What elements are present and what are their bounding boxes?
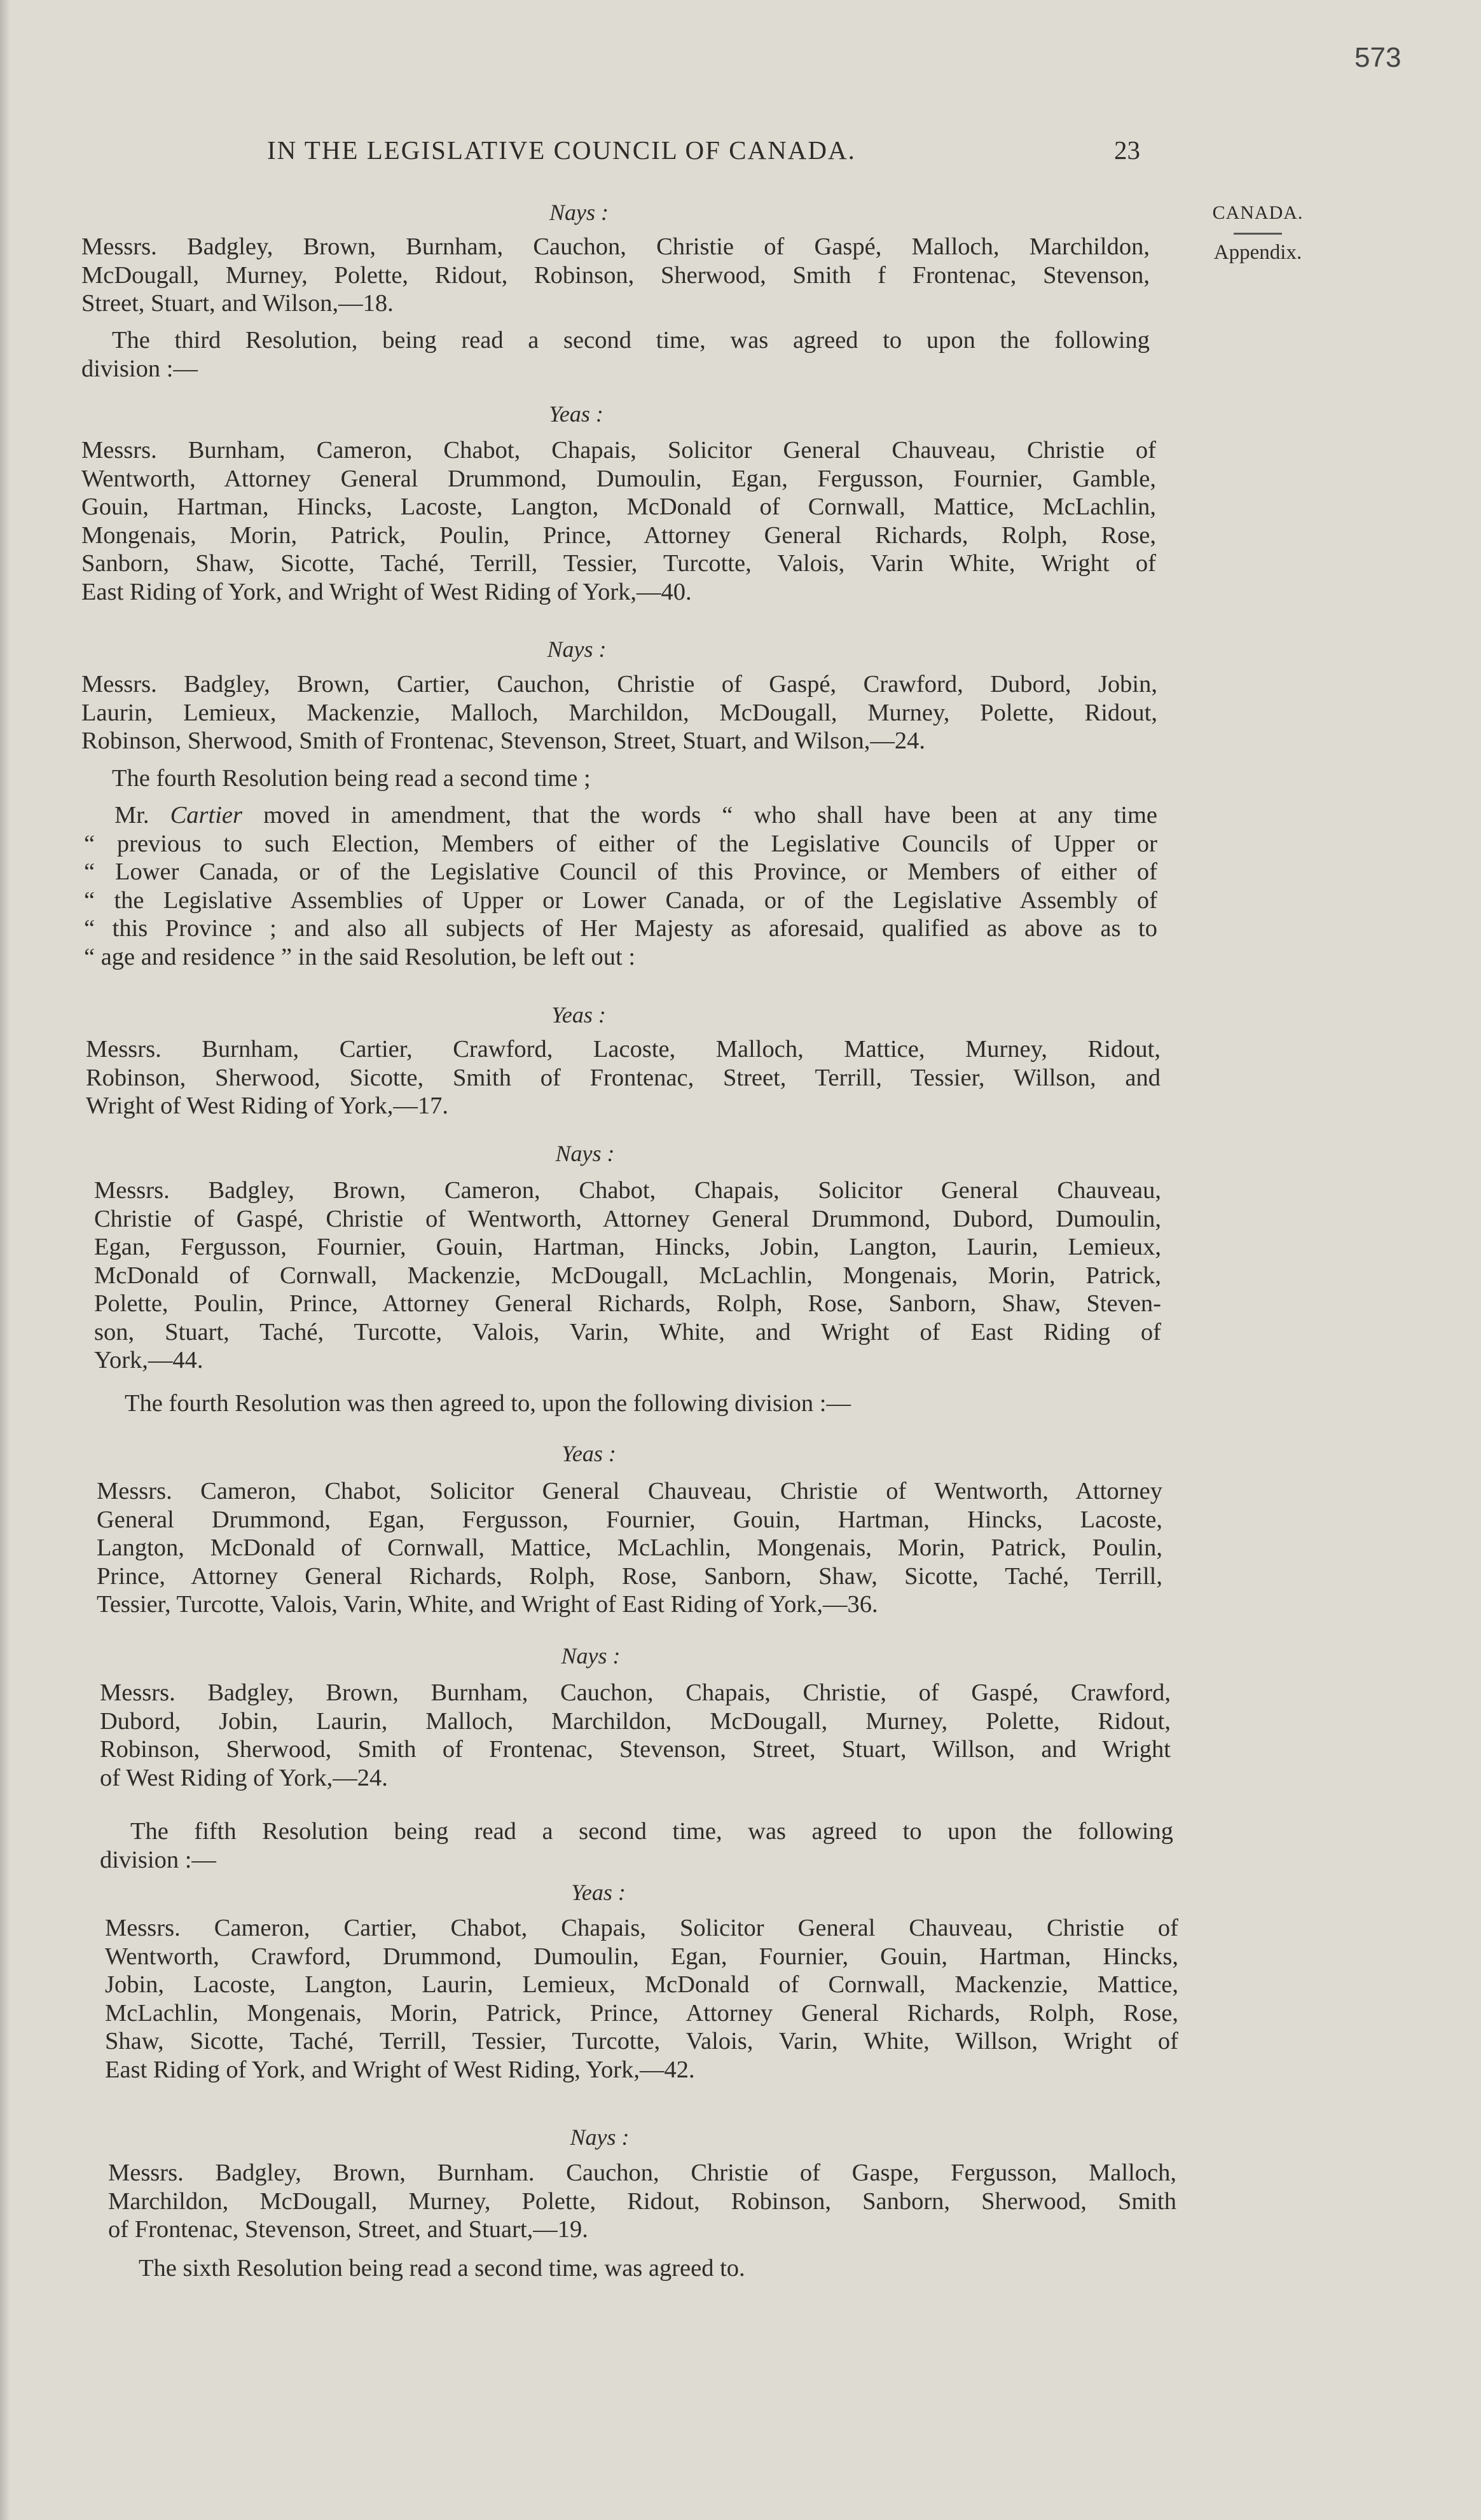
text-line: Messrs. Badgley, Brown, Burnham, Cauchon, Chapais, Christie, of Gaspé, Crawford, (100, 1679, 1171, 1706)
yeas-heading: Yeas : (571, 1880, 626, 1905)
text-line: McDonald of Cornwall, Mackenzie, McDougall, McLachlin, Mongenais, Morin, Patrick, (94, 1262, 1161, 1289)
text-line: Laurin, Lemieux, Mackenzie, Malloch, Marchildon, McDougall, Murney, Polette, Ridout, (81, 699, 1157, 726)
resolution-paragraph (108, 2254, 1176, 2283)
text-line: Messrs. Burnham, Cartier, Crawford, Lacoste, Malloch, Mattice, Murney, Ridout, (86, 1036, 1161, 1063)
division-names (94, 1176, 1161, 1375)
text-line: Prince, Attorney General Richards, Rolph, Rose, Sanborn, Shaw, Sicotte, Taché, Terrill, (97, 1562, 1162, 1590)
text-line: Messrs. Badgley, Brown, Burnham. Cauchon, Christie of Gaspe, Fergusson, Malloch, (108, 2159, 1176, 2186)
text-line: of Frontenac, Stevenson, Street, and Stuart,—19. (108, 2216, 588, 2243)
text-line: division :— (81, 355, 198, 382)
text-line: Polette, Poulin, Prince, Attorney General Richards, Rolph, Rose, Sanborn, Shaw, Steven- (94, 1290, 1161, 1317)
text-line: The fifth Resolution being read a second time, was agreed to upon the following (130, 1818, 1173, 1845)
text-line: East Riding of York, and Wright of West Riding, York,—42. (105, 2056, 695, 2083)
nays-heading: Nays : (570, 2124, 630, 2150)
text-line: Gouin, Hartman, Hincks, Lacoste, Langton, McDonald of Cornwall, Mattice, McLachlin, (81, 493, 1156, 520)
text-line: Robinson, Sherwood, Smith of Frontenac, Stevenson, Street, Stuart, and Wilson,—24. (81, 727, 925, 754)
text-line: “ age and residence ” in the said Resolution, be left out : (84, 943, 636, 970)
resolution-paragraph (81, 764, 1150, 793)
resolution-paragraph (100, 1817, 1173, 1874)
text-line: McDougall, Murney, Polette, Ridout, Robinson, Sherwood, Smith f Frontenac, Stevenson, (81, 261, 1150, 289)
page-number: 573 (1354, 42, 1402, 73)
division-names (108, 2159, 1176, 2244)
division-names (81, 233, 1150, 318)
text-line: The sixth Resolution being read a second time, was agreed to. (139, 2255, 745, 2282)
nays-heading: Nays : (555, 1141, 615, 1166)
yeas-heading: Yeas : (561, 1441, 616, 1466)
text-line: Messrs. Badgley, Brown, Burnham, Cauchon, Christie of Gaspé, Malloch, Marchildon, (81, 233, 1150, 260)
division-names (97, 1477, 1162, 1619)
text-line: Shaw, Sicotte, Taché, Terrill, Tessier, Turcotte, Valois, Varin, White, Willson, Wright of (105, 2028, 1178, 2055)
text-line: The fourth Resolution being read a second time ; (112, 765, 591, 792)
text-line: Wentworth, Attorney General Drummond, Dumoulin, Egan, Fergusson, Fournier, Gamble, (81, 465, 1156, 492)
running-head: IN THE LEGISLATIVE COUNCIL OF CANADA. (267, 135, 856, 165)
text-line: McLachlin, Mongenais, Morin, Patrick, Prince, Attorney General Richards, Rolph, Rose, (105, 1999, 1178, 2027)
text-line: Messrs. Cameron, Cartier, Chabot, Chapais, Solicitor General Chauveau, Christie of (105, 1915, 1178, 1941)
margin-note-appendix: Appendix. (1213, 241, 1302, 264)
text-line: General Drummond, Egan, Fergusson, Fournier, Gouin, Hartman, Hincks, Lacoste, (97, 1506, 1162, 1533)
text-line: Mr. Cartier moved in amendment, that the words “ who shall have been at any time (114, 802, 1157, 829)
text-line: Egan, Fergusson, Fournier, Gouin, Hartman, Hincks, Jobin, Langton, Laurin, Lemieux, (94, 1234, 1161, 1260)
text-line: Messrs. Badgley, Brown, Cartier, Cauchon, Christie of Gaspé, Crawford, Dubord, Jobin, (81, 671, 1157, 698)
amendment-paragraph (84, 801, 1157, 971)
text-line: The third Resolution, being read a second time, was agreed to upon the following (112, 327, 1150, 354)
text-line: Dubord, Jobin, Laurin, Malloch, Marchildon, McDougall, Murney, Polette, Ridout, (100, 1707, 1171, 1735)
text-line: “ Lower Canada, or of the Legislative Council of this Province, or Members of either of (84, 858, 1157, 885)
text-line: Messrs. Burnham, Cameron, Chabot, Chapais, Solicitor General Chauveau, Christie of (81, 437, 1156, 464)
text-line: Mongenais, Morin, Patrick, Poulin, Prince, Attorney General Richards, Rolph, Rose, (81, 521, 1156, 549)
text-line: son, Stuart, Taché, Turcotte, Valois, Varin, White, and Wright of East Riding of (94, 1318, 1161, 1346)
division-names (81, 436, 1156, 606)
text-line: The fourth Resolution was then agreed to, upon the following division :— (125, 1390, 851, 1417)
nays-heading: Nays : (549, 200, 609, 225)
division-names (81, 670, 1157, 755)
text-line: Tessier, Turcotte, Valois, Varin, White, and Wright of East Riding of York,—36. (97, 1591, 878, 1618)
resolution-paragraph (81, 326, 1150, 383)
text-line: division :— (100, 1846, 216, 1873)
text-line: Messrs. Cameron, Chabot, Solicitor General Chauveau, Christie of Wentworth, Attorney (97, 1478, 1162, 1504)
text-line: Langton, McDonald of Cornwall, Mattice, McLachlin, Mongenais, Morin, Patrick, Poulin, (97, 1534, 1162, 1561)
division-names (86, 1035, 1161, 1120)
text-line: Robinson, Sherwood, Smith of Frontenac, Stevenson, Street, Stuart, Willson, and Wright (100, 1736, 1171, 1763)
text-line: Sanborn, Shaw, Sicotte, Taché, Terrill, Tessier, Turcotte, Valois, Varin White, Wright of (81, 550, 1156, 577)
division-names (105, 1914, 1178, 2084)
text-line: Wright of West Riding of York,—17. (86, 1092, 449, 1119)
margin-note-canada: CANADA. (1212, 202, 1304, 223)
text-line: “ previous to such Election, Members of either of the Legislative Councils of Upper or (84, 830, 1157, 857)
yeas-heading: Yeas : (549, 401, 603, 427)
margin-note (1207, 202, 1309, 265)
text-line: Marchildon, McDougall, Murney, Polette, Ridout, Robinson, Sanborn, Sherwood, Smith (108, 2187, 1176, 2215)
yeas-heading: Yeas : (551, 1002, 606, 1028)
nays-heading: Nays : (547, 637, 607, 662)
text-line: Wentworth, Crawford, Drummond, Dumoulin, Egan, Fournier, Gouin, Hartman, Hincks, (105, 1943, 1178, 1970)
text-line: Street, Stuart, and Wilson,—18. (81, 290, 394, 317)
text-line: East Riding of York, and Wright of West Riding of York,—40. (81, 578, 692, 605)
text-line: “ the Legislative Assemblies of Upper or Lower Canada, or of the Legislative Assembly of (84, 886, 1157, 914)
text-line: “ this Province ; and also all subjects of Her Majesty as aforesaid, qualified as above as to (84, 915, 1157, 942)
text-line: Christie of Gaspé, Christie of Wentworth, Attorney General Drummond, Dubord, Dumoulin, (94, 1205, 1161, 1232)
division-names (100, 1679, 1171, 1792)
nays-heading: Nays : (561, 1643, 621, 1669)
text-line: of West Riding of York,—24. (100, 1764, 388, 1791)
text-line: Jobin, Lacoste, Langton, Laurin, Lemieux, McDonald of Cornwall, Mackenzie, Mattice, (105, 1971, 1178, 1998)
resolution-paragraph (94, 1389, 1162, 1418)
folio-number: 23 (1114, 135, 1140, 165)
text-line: Messrs. Badgley, Brown, Cameron, Chabot, Chapais, Solicitor General Chauveau, (94, 1177, 1161, 1204)
margin-note-rule (1234, 233, 1282, 235)
text-line: York,—44. (94, 1347, 203, 1374)
text-line: Robinson, Sherwood, Sicotte, Smith of Frontenac, Street, Terrill, Tessier, Willson, and (86, 1064, 1161, 1091)
